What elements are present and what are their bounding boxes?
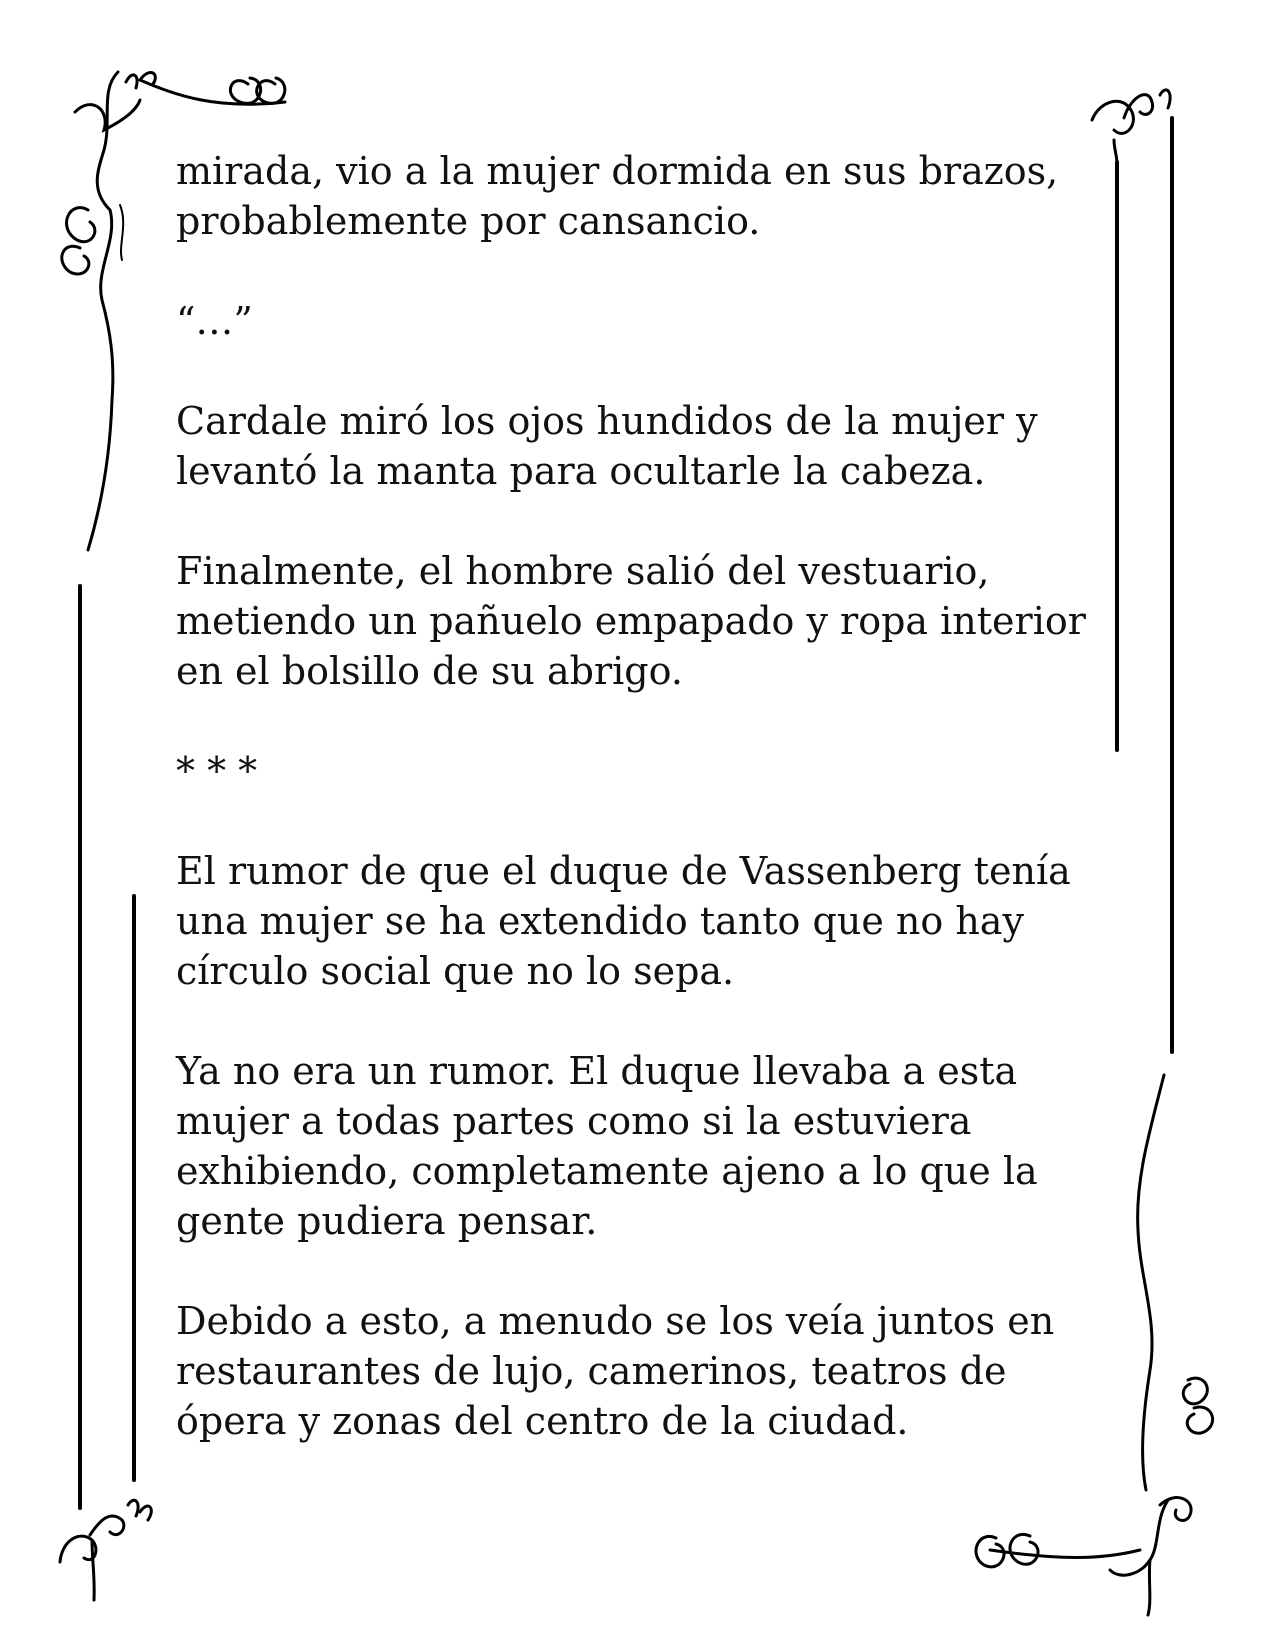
paragraph-ellipsis: “…”: [176, 299, 253, 343]
paragraph: Debido a esto, a menudo se los veía juntos en restaurantes de lujo, camerinos, teatros de ópera y zonas del centro de la ciudad.: [176, 1299, 1055, 1443]
paragraph: mirada, vio a la mujer dormida en sus brazos, probablemente por cansancio.: [176, 149, 1059, 243]
paragraph: Ya no era un rumor. El duque llevaba a esta mujer a todas partes como si la estuviera exhibiendo, completamente ajeno a lo que la gente pudiera pensar.: [176, 1049, 1038, 1243]
body-text: [176, 146, 1096, 1446]
scene-break: * * *: [176, 749, 258, 793]
paragraph: El rumor de que el duque de Vassenberg tenía una mujer se ha extendido tanto que no hay círculo social que no lo sepa.: [176, 849, 1071, 993]
paragraph: Finalmente, el hombre salió del vestuario, metiendo un pañuelo empapado y ropa interior en el bolsillo de su abrigo.: [176, 549, 1086, 693]
bottom-left-flourish: [60, 1500, 151, 1600]
paragraph: Cardale miró los ojos hundidos de la mujer y levantó la manta para ocultarle la cabeza.: [176, 399, 1038, 493]
top-right-flourish: [1092, 90, 1170, 168]
